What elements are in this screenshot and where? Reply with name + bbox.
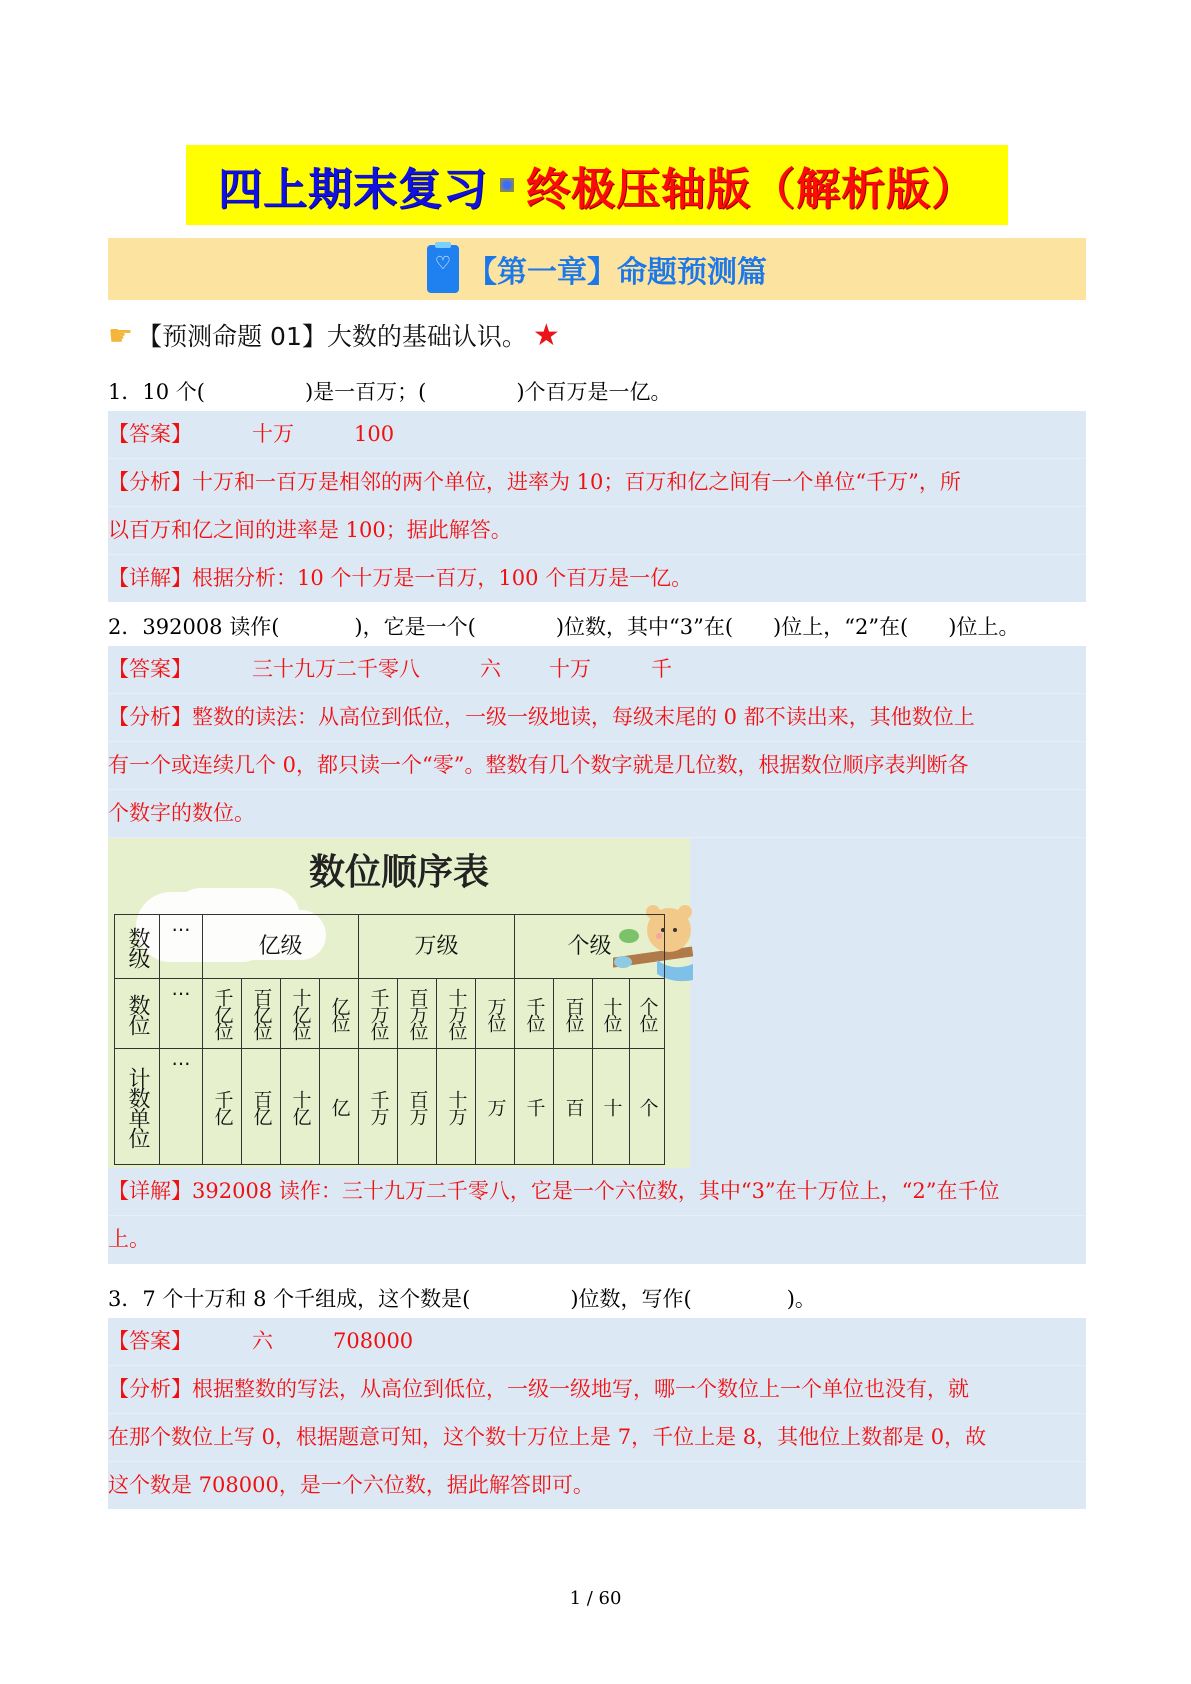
detail-line [108,1216,1086,1263]
ellipsis-cell: … [160,979,203,1049]
question-3 [108,1279,816,1319]
question-text: )。 [786,1287,816,1311]
chart-title: 数位顺序表 [308,852,489,893]
question-text: )位上，“2”在( [773,615,909,639]
answer-value: 千 [651,657,672,681]
place-cell: 亿位 [320,979,359,1049]
question-number: 1． [108,380,143,404]
analysis-line [108,790,1086,838]
unit-cell: 百万 [398,1049,437,1165]
unit-cell: 万 [476,1049,515,1165]
answer-value: 六 [252,1329,273,1353]
place-value-table [114,914,665,1165]
detail-line [108,555,1086,602]
analysis-line [108,1414,1086,1462]
analysis-line [108,742,1086,790]
place-cell: 十亿位 [281,979,320,1049]
answer-label: 【答案】 [108,657,192,681]
analysis-label: 【分析】 [108,1377,192,1401]
question-text: 392008 读作( [142,615,280,639]
title-right: 终极压轴版（解析版） [526,164,976,215]
topic-label: 【预测命题 01】大数的基础认识。 [137,322,527,351]
row-header-level: 数级 [115,915,160,979]
answer-value: 十万 [252,422,294,446]
question-1 [108,372,672,412]
answer-value: 708000 [333,1329,414,1353]
analysis-text: 十万和一百万是相邻的两个单位，进率为 10；百万和亿之间有一个单位“千万”，所 [192,470,961,494]
analysis-line [108,1462,1086,1509]
level-yi: 亿级 [203,915,359,979]
answer-label: 【答案】 [108,422,192,446]
unit-cell: 百 [554,1049,593,1165]
question-text: 10 个( [142,380,205,404]
place-cell: 百位 [554,979,593,1049]
analysis-line [108,694,1086,742]
answer-value: 三十九万二千零八 [252,657,420,681]
analysis-line [108,459,1086,507]
ellipsis-cell: … [160,1049,203,1165]
unit-cell: 十 [593,1049,630,1165]
place-cell: 万位 [476,979,515,1049]
place-cell: 千万位 [359,979,398,1049]
question-text: )个百万是一亿。 [516,380,672,404]
solution-block-3 [108,1318,1086,1509]
page-number: 1 / 60 [569,1588,622,1609]
answer-label: 【答案】 [108,1329,192,1353]
place-cell: 百亿位 [242,979,281,1049]
place-cell: 十万位 [437,979,476,1049]
unit-cell: 千亿 [203,1049,242,1165]
chapter-label: 【第一章】命题预测篇 [467,255,767,290]
analysis-text: 整数的读法：从高位到低位，一级一级地读，每级末尾的 0 都不读出来，其他数位上 [192,705,975,729]
level-ge: 个级 [515,915,665,979]
unit-cell: 十亿 [281,1049,320,1165]
unit-cell: 千 [515,1049,554,1165]
pointing-hand-icon: ☛ [108,318,134,352]
analysis-label: 【分析】 [108,705,192,729]
ellipsis-cell: … [160,915,203,979]
analysis-text: 根据整数的写法，从高位到低位，一级一级地写，哪一个数位上一个单位也没有，就 [192,1377,969,1401]
place-cell: 十位 [593,979,630,1049]
analysis-line [108,507,1086,555]
answer-value: 100 [354,422,395,446]
place-cell: 百万位 [398,979,437,1049]
detail-text: 392008 读作：三十九万二千零八，它是一个六位数，其中“3”在十万位上，“2”在千位 [192,1179,1000,1203]
question-2 [108,607,1019,647]
detail-block-2 [108,1168,1086,1263]
question-number: 2． [108,615,143,639]
detail-label: 【详解】 [108,566,192,590]
analysis-text: 这个数是 708000，是一个六位数，据此解答即可。 [108,1473,594,1497]
place-value-chart-image [108,838,690,1168]
analysis-text: 个数字的数位。 [108,801,255,825]
detail-text: 上。 [108,1227,150,1251]
topic-heading [108,315,560,355]
star-icon: ★ [532,317,560,353]
answer-value: 六 [480,657,501,681]
place-cell: 个位 [630,979,665,1049]
clipboard-heart-icon: ♡ [427,245,459,293]
question-text: )，它是一个( [354,615,476,639]
title-left: 四上期末复习 [218,164,488,215]
detail-label: 【详解】 [108,1179,192,1203]
detail-text: 根据分析：10 个十万是一百万，100 个百万是一亿。 [192,566,693,590]
question-text: )位数，写作( [570,1287,692,1311]
level-wan: 万级 [359,915,515,979]
unit-cell: 百亿 [242,1049,281,1165]
answer-line [108,411,1086,459]
unit-cell: 亿 [320,1049,359,1165]
question-text: )是一百万；( [304,380,427,404]
separator-dot-icon [500,178,514,192]
analysis-text: 以百万和亿之间的进率是 100；据此解答。 [108,518,512,542]
answer-line [108,1318,1086,1366]
place-cell: 千位 [515,979,554,1049]
document-title [186,145,1008,225]
unit-cell: 十万 [437,1049,476,1165]
question-text: )位上。 [948,615,1020,639]
row-header-unit: 计数单位 [115,1049,160,1165]
analysis-text: 在那个数位上写 0，根据题意可知，这个数十万位上是 7，千位上是 8，其他位上数都是 0，故 [108,1425,987,1449]
question-number: 3． [108,1287,143,1311]
analysis-line [108,1366,1086,1414]
analysis-text: 有一个或连续几个 0，都只读一个“零”。整数有几个数字就是几位数，根据数位顺序表判断各 [108,753,969,777]
unit-cell: 个 [630,1049,665,1165]
row-header-place: 数位 [115,979,160,1049]
answer-line [108,646,1086,694]
answer-value: 十万 [549,657,591,681]
unit-cell: 千万 [359,1049,398,1165]
question-text: 7 个十万和 8 个千组成，这个数是( [142,1287,471,1311]
chapter-banner [108,238,1086,300]
place-cell: 千亿位 [203,979,242,1049]
solution-block-1 [108,411,1086,602]
question-text: )位数，其中“3”在( [555,615,734,639]
detail-line [108,1168,1086,1216]
analysis-label: 【分析】 [108,470,192,494]
